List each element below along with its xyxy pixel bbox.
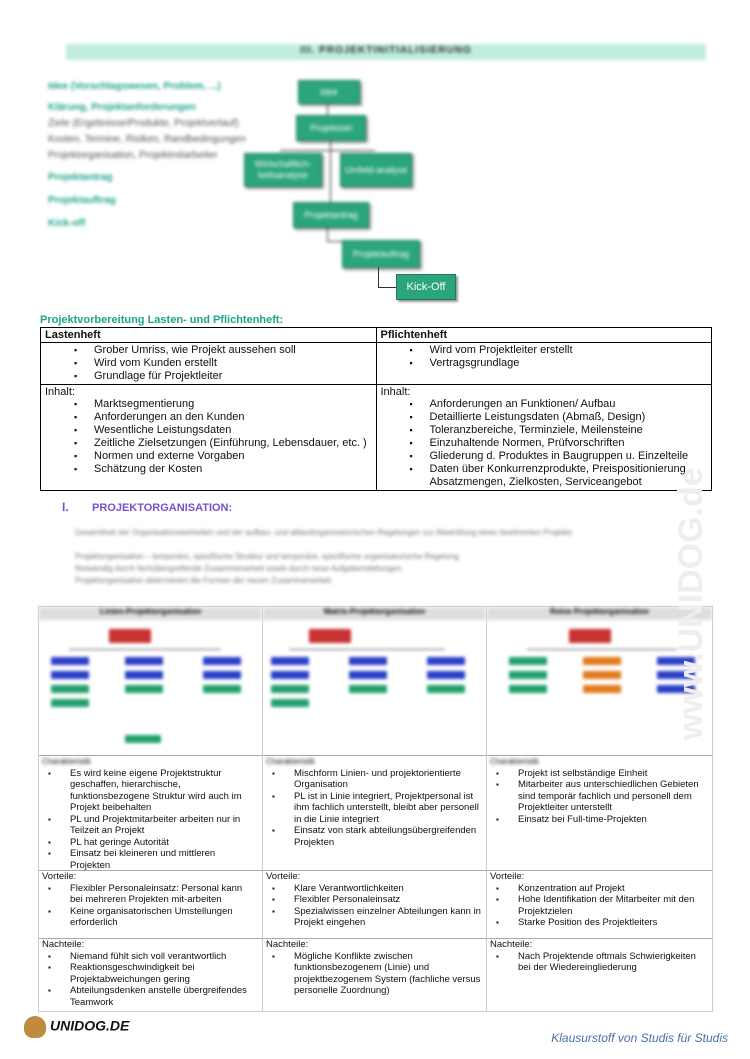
char-label: Charakteristik: [266, 757, 315, 766]
list-item: ▪ Starke Position des Projektleiters: [518, 917, 705, 929]
pflichtenheft-inhalt: [381, 398, 708, 489]
list-item: ▪ PL ist in Linie integriert, Projektpersonal ist ihm fachlich unterstellt, bleibt aber personell in die Linie integriert: [294, 791, 481, 826]
list-item: ▪ Anforderungen an den Kunden: [94, 411, 372, 424]
column-title: Matrix-Projektorganisation: [263, 607, 486, 620]
section-numeral: I.: [62, 500, 69, 514]
nachteile-label: Nachteile:: [266, 939, 309, 950]
list-item: ▪ Toleranzbereiche, Terminziele, Meilensteine: [430, 424, 708, 437]
list-item: ▪ Klare Verantwortlichkeiten: [294, 883, 481, 895]
list-item: ▪ Wird vom Projektleiter erstellt: [430, 344, 708, 357]
char-label: Charakteristik: [42, 757, 91, 766]
column-title: Reine Projektorganisation: [487, 607, 712, 620]
list-item: ▪ Wird vom Kunden erstellt: [94, 357, 372, 370]
dog-icon: [24, 1016, 46, 1038]
list-item: ▪ Schätzung der Kosten: [94, 463, 372, 476]
list-item: ▪ PL und Projektmitarbeiter arbeiten nur in Teilzeit an Projekt: [70, 814, 257, 837]
vorteile-label: Vorteile:: [42, 871, 77, 882]
list-item: ▪ Nach Projektende oftmals Schwierigkeiten bei der Wiedereingliederung: [518, 951, 705, 974]
list-item: ▪ Gliederung d. Produktes in Baugruppen u. Einzelteile: [430, 450, 708, 463]
label-organisation: Projektorganisation, Projektmitarbeiter: [48, 150, 218, 161]
flow-box-wirtschaft: Wirtschaftlich-keitsanalyse: [244, 153, 322, 187]
footer-slogan: Klausurstoff von Studis für Studis: [551, 1031, 728, 1045]
list-item: ▪ Daten über Konkurrenzprodukte, Preispositionierung, Absatzmengen, Zielkosten, Serviceangebot: [430, 463, 708, 489]
lastenheft-heading: Lastenheft: [41, 328, 377, 343]
flow-box-kickoff: Kick-Off: [396, 274, 456, 300]
list-item: ▪ Einsatz bei Full-time-Projekten: [518, 814, 705, 826]
list-item: ▪ Abteilungsdenken anstelle übergreifendes Teamwork: [70, 985, 257, 1008]
org-bullet: Projektorganisation – temporäre, spezifische Struktur und temporäre, spezifische organisatorische Regelung: [75, 552, 459, 561]
flow-box-idee: Idee: [298, 80, 360, 104]
list-item: ▪ Anforderungen an Funktionen/ Aufbau: [430, 398, 708, 411]
nachteile-label: Nachteile:: [490, 939, 533, 950]
lastenheft-inhalt: [45, 398, 372, 476]
vorteile-label: Vorteile:: [266, 871, 301, 882]
org-bullet: Notwendig durch fachübergreifende Zusammenarbeit sowie durch neue Aufgabenstellungen: [75, 564, 402, 573]
label-auftrag: Projektauftrag: [48, 195, 116, 206]
org-comparison: [38, 606, 712, 1010]
column-title: Linien-Projektorganisation: [39, 607, 262, 620]
list-item: ▪ Zeitliche Zielsetzungen (Einführung, Lebensdauer, etc. ): [94, 437, 372, 450]
inhalt-label: Inhalt:: [380, 386, 411, 398]
label-klaerung: Klärung, Projektanforderungen: [48, 102, 196, 113]
list-item: ▪ Einzuhaltende Normen, Prüfvorschriften: [430, 437, 708, 450]
list-item: ▪ Niemand fühlt sich voll verantwortlich: [70, 951, 257, 963]
list-item: ▪ Wesentliche Leistungsdaten: [94, 424, 372, 437]
org-bullet: Gesamtheit der Organisationseinheiten und der aufbau- und ablauforganisatorischen Regelungen zur Abwicklung eines bestimmten Projekts: [75, 528, 573, 537]
org-bullet: Projektorganisation determiniert die Formen der neuen Zusammenarbeit: [75, 576, 332, 585]
list-item: ▪ PL hat geringe Autorität: [70, 837, 257, 849]
list-item: ▪ Keine organisatorischen Umstellungen erforderlich: [70, 906, 257, 929]
list-item: ▪ Einsatz bei kleineren und mittleren Projekten: [70, 848, 257, 871]
flow-box-umfeld: Umfeld-analyse: [340, 153, 412, 187]
section-title: PROJEKTORGANISATION:: [92, 502, 233, 514]
char-label: Charakteristik: [490, 757, 539, 766]
list-item: ▪ Detaillierte Leistungsdaten (Abmaß, Design): [430, 411, 708, 424]
list-item: ▪ Projekt ist selbständige Einheit: [518, 768, 705, 780]
watermark-text: www.UNIDOG.de: [672, 467, 710, 740]
list-item: ▪ Mögliche Konflikte zwischen funktionsbezogenem (Linie) und projektbezogenem System (fachliche versus personelle Zuordnung): [294, 951, 481, 997]
list-item: ▪ Vertragsgrundlage: [430, 357, 708, 370]
prep-title: Projektvorbereitung Lasten- und Pflichtenheft:: [40, 314, 284, 326]
footer-logo: [24, 1016, 129, 1038]
page-title: III. PROJEKTINITIALISIERUNG: [300, 45, 472, 56]
label-kosten: Kosten, Termine, Risiken, Randbedingungen: [48, 134, 246, 145]
list-item: ▪ Grundlage für Projektleiter: [94, 370, 372, 383]
pflichtenheft-items: [381, 344, 708, 370]
list-item: ▪ Flexibler Personaleinsatz: Personal kann bei mehreren Projekten mit-arbeiten: [70, 883, 257, 906]
column-matrix: [262, 606, 487, 1012]
flow-box-projektziel: Projektziel: [296, 115, 366, 141]
flow-box-auftrag: Projektauftrag: [342, 240, 420, 268]
pflichtenheft-heading: Pflichtenheft: [376, 328, 712, 343]
watermark: [672, 320, 722, 740]
list-item: ▪ Einsatz von stark abteilungsübergreifenden Projekten: [294, 825, 481, 848]
list-item: ▪ Marktsegmentierung: [94, 398, 372, 411]
list-item: ▪ Es wird keine eigene Projektstruktur geschaffen, hierarchische, funktionsbezogene Struktur wird auch im Projekt beibehalten: [70, 768, 257, 814]
list-item: ▪ Mischform Linien- und projektorientierte Organisation: [294, 768, 481, 791]
label-idee: Idee (Vorschlagswesen, Problem, ...): [48, 81, 221, 92]
vorteile-label: Vorteile:: [490, 871, 525, 882]
list-item: ▪ Reaktionsgeschwindigkeit bei Projektabweichungen gering: [70, 962, 257, 985]
list-item: ▪ Grober Umriss, wie Projekt aussehen soll: [94, 344, 372, 357]
column-linien: [38, 606, 263, 1012]
list-item: ▪ Flexibler Personaleinsatz: [294, 894, 481, 906]
kickoff-connector: [378, 267, 397, 288]
lastenheft-items: [45, 344, 372, 383]
list-item: ▪ Hohe Identifikation der Mitarbeiter mit den Projektzielen: [518, 894, 705, 917]
list-item: ▪ Normen und externe Vorgaben: [94, 450, 372, 463]
flow-box-antrag: Projektantrag: [293, 202, 369, 228]
nachteile-label: Nachteile:: [42, 939, 85, 950]
inhalt-label: Inhalt:: [45, 386, 75, 398]
label-ziele: Ziele (Ergebnisse/Produkte, Projektverlauf): [48, 118, 239, 129]
list-item: ▪ Spezialwissen einzelner Abteilungen kann in Projekt eingehen: [294, 906, 481, 929]
logo-text: UNIDOG.DE: [50, 1017, 130, 1034]
list-item: ▪ Mitarbeiter aus unterschiedlichen Gebieten sind temporär fachlich und personell dem Projektleiter unterstellt: [518, 779, 705, 814]
list-item: ▪ Konzentration auf Projekt: [518, 883, 705, 895]
label-kickoff: Kick-off: [48, 218, 86, 229]
lasten-pflichten-table: [40, 327, 712, 491]
label-antrag: Projektantrag: [48, 172, 113, 183]
